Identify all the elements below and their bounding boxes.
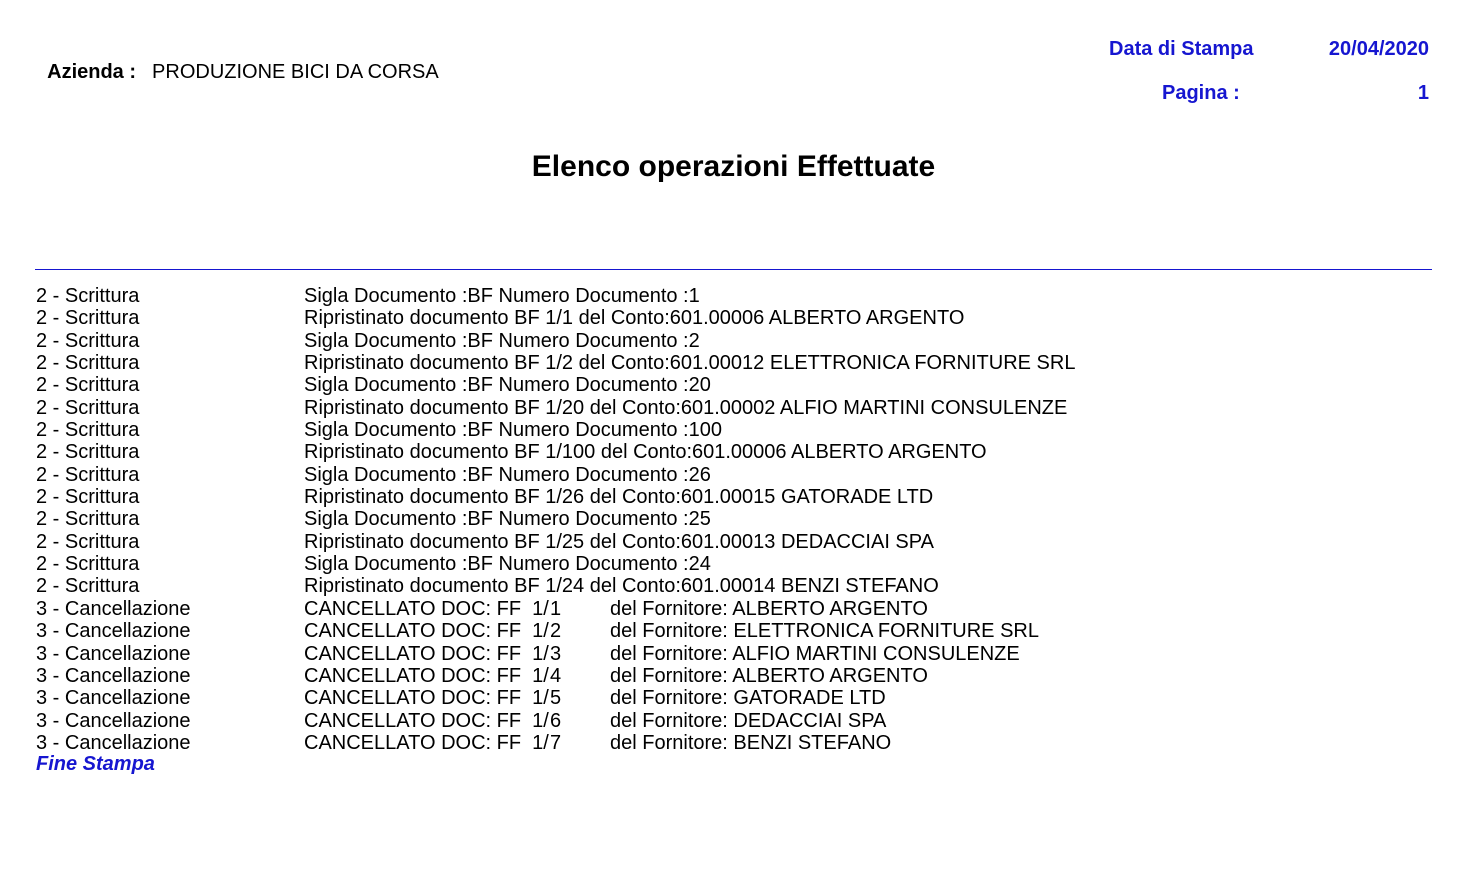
deleted-doc-ref: CANCELLATO DOC: FF 1/ bbox=[304, 687, 549, 710]
header-divider bbox=[35, 269, 1432, 270]
operation-description: Ripristinato documento BF 1/2 del Conto:601.00012 ELETTRONICA FORNITURE SRL bbox=[304, 352, 1076, 375]
operation-type: 2 - Scrittura bbox=[36, 307, 140, 330]
operation-type: 2 - Scrittura bbox=[36, 508, 140, 531]
supplier-name: del Fornitore: DEDACCIAI SPA bbox=[610, 709, 887, 732]
deleted-doc-ref: CANCELLATO DOC: FF 1/ bbox=[304, 642, 549, 665]
deleted-doc-number: 5 bbox=[550, 687, 562, 710]
operation-type: 2 - Scrittura bbox=[36, 352, 140, 375]
operation-type: 3 - Cancellazione bbox=[36, 731, 191, 754]
operation-type: 2 - Scrittura bbox=[36, 285, 140, 307]
operation-description: Sigla Documento :BF Numero Documento :2 bbox=[304, 329, 700, 352]
operation-description: Ripristinato documento BF 1/100 del Conto:601.00006 ALBERTO ARGENTO bbox=[304, 441, 987, 464]
operation-type: 3 - Cancellazione bbox=[36, 642, 191, 665]
operation-type: 2 - Scrittura bbox=[36, 396, 140, 419]
operation-description: Sigla Documento :BF Numero Documento :26 bbox=[304, 463, 711, 486]
operation-type: 3 - Cancellazione bbox=[36, 597, 191, 620]
company-name: PRODUZIONE BICI DA CORSA bbox=[152, 61, 439, 83]
page-number: 1 bbox=[1417, 82, 1429, 104]
deleted-doc-ref: CANCELLATO DOC: FF 1/ bbox=[304, 597, 549, 620]
operation-type: 3 - Cancellazione bbox=[36, 620, 191, 643]
operation-description: Sigla Documento :BF Numero Documento :1 bbox=[304, 285, 700, 307]
deleted-doc-ref: CANCELLATO DOC: FF 1/ bbox=[304, 664, 549, 687]
operation-type: 2 - Scrittura bbox=[36, 441, 140, 464]
operation-type: 2 - Scrittura bbox=[36, 530, 140, 553]
supplier-name: del Fornitore: ALBERTO ARGENTO bbox=[610, 597, 928, 620]
deleted-doc-number: 1 bbox=[550, 597, 562, 620]
operation-description: Sigla Documento :BF Numero Documento :25 bbox=[304, 508, 711, 531]
operation-type: 2 - Scrittura bbox=[36, 463, 140, 486]
deleted-doc-number: 3 bbox=[550, 642, 562, 665]
deleted-doc-ref: CANCELLATO DOC: FF 1/ bbox=[304, 709, 549, 732]
operation-type: 2 - Scrittura bbox=[36, 329, 140, 352]
page-label: Pagina : bbox=[1162, 82, 1240, 104]
deleted-doc-ref: CANCELLATO DOC: FF 1/ bbox=[304, 620, 549, 643]
operation-type: 3 - Cancellazione bbox=[36, 664, 191, 687]
operation-type: 2 - Scrittura bbox=[36, 486, 140, 509]
operation-description: Ripristinato documento BF 1/26 del Conto:601.00015 GATORADE LTD bbox=[304, 486, 934, 509]
operation-description: Sigla Documento :BF Numero Documento :24 bbox=[304, 553, 711, 576]
supplier-name: del Fornitore: ELETTRONICA FORNITURE SRL bbox=[610, 620, 1039, 643]
operation-type: 2 - Scrittura bbox=[36, 553, 140, 576]
operation-description: Ripristinato documento BF 1/1 del Conto:601.00006 ALBERTO ARGENTO bbox=[304, 307, 965, 330]
operation-type: 3 - Cancellazione bbox=[36, 687, 191, 710]
operation-type: 2 - Scrittura bbox=[36, 575, 140, 598]
deleted-doc-ref: CANCELLATO DOC: FF 1/ bbox=[304, 731, 549, 754]
print-date-label: Data di Stampa bbox=[1109, 38, 1254, 60]
supplier-name: del Fornitore: ALBERTO ARGENTO bbox=[610, 664, 928, 687]
operation-type: 2 - Scrittura bbox=[36, 419, 140, 442]
operation-description: Sigla Documento :BF Numero Documento :100 bbox=[304, 419, 722, 442]
print-date-value: 20/04/2020 bbox=[1328, 38, 1429, 60]
operation-description: Ripristinato documento BF 1/25 del Conto:601.00013 DEDACCIAI SPA bbox=[304, 530, 934, 553]
deleted-doc-number: 4 bbox=[550, 664, 562, 687]
operation-type: 3 - Cancellazione bbox=[36, 709, 191, 732]
deleted-doc-number: 2 bbox=[550, 620, 562, 643]
deleted-doc-number: 6 bbox=[550, 709, 562, 732]
operation-description: Ripristinato documento BF 1/24 del Conto:601.00014 BENZI STEFANO bbox=[304, 575, 939, 598]
report-title: Elenco operazioni Effettuate bbox=[531, 150, 936, 183]
end-of-print: Fine Stampa bbox=[36, 753, 155, 775]
supplier-name: del Fornitore: ALFIO MARTINI CONSULENZE bbox=[610, 642, 1020, 665]
company-label: Azienda : bbox=[47, 61, 137, 83]
operation-type: 2 - Scrittura bbox=[36, 374, 140, 397]
supplier-name: del Fornitore: GATORADE LTD bbox=[610, 687, 886, 710]
supplier-name: del Fornitore: BENZI STEFANO bbox=[610, 731, 892, 754]
deleted-doc-number: 7 bbox=[550, 731, 562, 754]
operation-description: Sigla Documento :BF Numero Documento :20 bbox=[304, 374, 711, 397]
company-line bbox=[36, 38, 439, 84]
operation-description: Ripristinato documento BF 1/20 del Conto:601.00002 ALFIO MARTINI CONSULENZE bbox=[304, 396, 1068, 419]
